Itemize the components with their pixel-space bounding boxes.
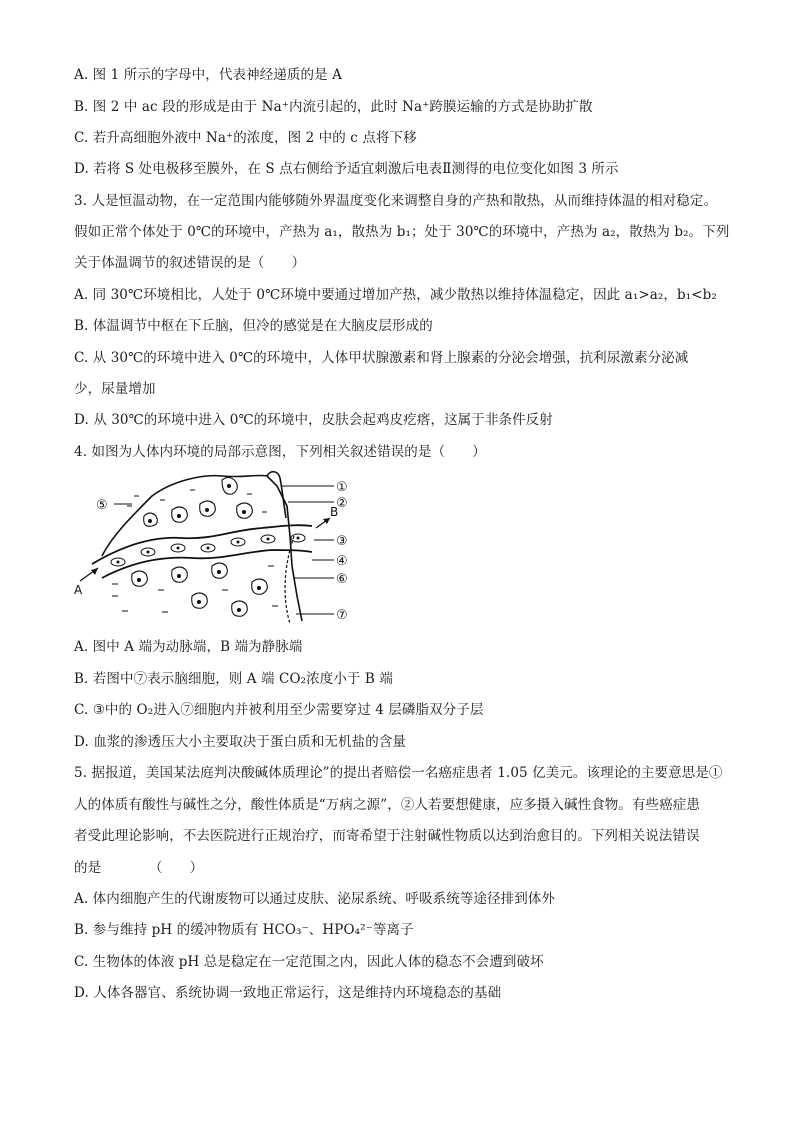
label-b: B (330, 505, 339, 519)
q2-option-a: A. 图 1 所示的字母中，代表神经递质的是 A (74, 67, 342, 83)
q4-option-b: B. 若图中⑦表示脑细胞，则 A 端 CO₂浓度小于 B 端 (74, 671, 393, 687)
q5-option-c: C. 生物体的体液 pH 总是稳定在一定范围之内，因此人体的稳态不会遭到破坏 (74, 954, 544, 970)
q4-option-c: C. ③中的 O₂进入⑦细胞内并被利用至少需要穿过 4 层磷脂双分子层 (74, 702, 484, 718)
label-6: ⑥ (336, 572, 348, 587)
q5-option-d: D. 人体各器官、系统协调一致地正常运行，这是维持内环境稳态的基础 (74, 985, 502, 1001)
label-7: ⑦ (336, 608, 348, 623)
q4-option-a: A. 图中 A 端为动脉端，B 端为静脉端 (74, 639, 303, 655)
q3-option-b: B. 体温调节中枢在下丘脑，但冷的感觉是在大脑皮层形成的 (74, 318, 433, 334)
q5-stem-line2: 人的体质有酸性与碱性之分，酸性体质是“万病之源”，②人若要想健康，应多摄入碱性食物。有些癌症患 (74, 797, 701, 813)
label-3: ③ (336, 534, 348, 549)
q3-option-c-line1: C. 从 30℃的环境中进入 0℃的环境中，人体甲状腺激素和肾上腺素的分泌会增强，抗利尿激素分泌减 (74, 350, 689, 366)
label-1: ① (336, 480, 348, 495)
q3-option-d: D. 从 30℃的环境中进入 0℃的环境中，皮肤会起鸡皮疙瘩，这属于非条件反射 (74, 412, 553, 428)
q3-option-c-line2: 少，尿量增加 (74, 381, 156, 397)
q2-option-b: B. 图 2 中 ac 段的形成是由于 Na⁺内流引起的，此时 Na⁺跨膜运输的方式是协助扩散 (74, 99, 593, 115)
label-a: A (74, 583, 83, 597)
q5-option-b: B. 参与维持 pH 的缓冲物质有 HCO₃⁻、HPO₄²⁻等离子 (74, 922, 414, 938)
q3-option-a: A. 同 30℃环境相比，人处于 0℃环境中要通过增加产热，减少散热以维持体温稳定，因此 a₁>a₂，b₁<b₂ (74, 287, 717, 303)
q4-option-d: D. 血浆的渗透压大小主要取决于蛋白质和无机盐的含量 (74, 734, 407, 750)
label-5: ⑤ (96, 498, 108, 513)
q3-stem-line1: 3. 人是恒温动物，在一定范围内能够随外界温度变化来调整自身的产热和散热，从而维持体温的相对稳定。 (74, 193, 718, 209)
q4-stem: 4. 如图为人体内环境的局部示意图，下列相关叙述错误的是（ ） (74, 444, 486, 460)
q2-option-c: C. 若升高细胞外液中 Na⁺的浓度，图 2 中的 c 点将下移 (74, 130, 417, 146)
q3-stem-line3: 关于体温调节的叙述错误的是（ ） (74, 255, 306, 271)
q3-stem-line2: 假如正常个体处于 0℃的环境中，产热为 a₁，散热为 b₁；处于 30℃的环境中，产热为 a₂，散热为 b₂。下列 (74, 224, 730, 240)
label-2: ② (336, 496, 348, 511)
q5-stem-line3: 者受此理论影响，不去医院进行正规治疗，而寄希望于注射碱性物质以达到治愈目的。下列相关说法错误 (74, 828, 700, 844)
label-4: ④ (336, 554, 348, 569)
internal-environment-diagram (72, 466, 372, 628)
q2-option-d: D. 若将 S 处电极移至膜外，在 S 点右侧给予适宜刺激后电表Ⅱ测得的电位变化如图 3 所示 (74, 161, 619, 177)
q5-stem-line4: 的是 （ ） (74, 860, 204, 876)
q5-stem-line1: 5. 据报道，美国某法庭判决酸碱体质理论”的提出者赔偿一名癌症患者 1.05 亿美元。该理论的主要意思是① (74, 765, 723, 781)
q5-option-a: A. 体内细胞产生的代谢废物可以通过皮肤、泌尿系统、呼吸系统等途径排到体外 (74, 891, 556, 907)
